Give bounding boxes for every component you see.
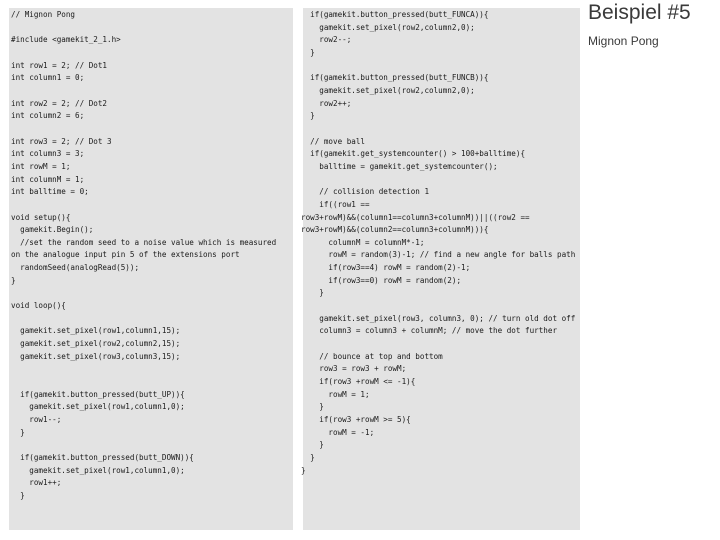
code-line: } (301, 402, 324, 412)
code-line: // collision detection 1 (301, 187, 430, 197)
code-line: int row1 = 2; // Dot1 (11, 60, 108, 70)
code-line: if(gamekit.button_pressed(butt_UP)){ (11, 389, 185, 399)
code-line: } (11, 275, 16, 285)
code-line: int balltime = 0; (11, 187, 89, 197)
code-line: if(row3 +rowM >= 5){ (301, 415, 411, 424)
code-line: row2++; (301, 98, 352, 108)
code-line: } (301, 47, 315, 57)
code-line: row3+rowM)&&(column1==column3+columnM))||((row2 == (301, 212, 530, 222)
code-line: } (11, 490, 25, 500)
code-line: if(row3 +rowM <= -1){ (301, 377, 416, 387)
code-line: } (301, 440, 324, 450)
code-line: //set the random seed to a noise value which is measured (11, 237, 277, 247)
code-line: rowM = 1; (301, 389, 370, 399)
code-line: row1--; (11, 415, 62, 424)
code-line: randomSeed(analogRead(5)); (11, 263, 140, 273)
code-line: gamekit.set_pixel(row3,column3,15); (11, 351, 181, 361)
slide-title: Beispiel #5 (588, 1, 691, 24)
code-line: on the analogue input pin 5 of the extensions port (11, 250, 240, 260)
code-line: row3+rowM)&&(column2==column3+columnM))){ (301, 225, 489, 235)
code-line: int row3 = 2; // Dot 3 (11, 136, 112, 146)
code-line: } (301, 465, 306, 475)
code-line: row3 = row3 + rowM; (301, 364, 407, 374)
code-line: column3 = column3 + columnM; // move the dot further (301, 326, 558, 336)
code-line: gamekit.set_pixel(row2,column2,15); (11, 339, 181, 349)
code-line: if(gamekit.button_pressed(butt_FUNCB)){ (301, 73, 489, 83)
code-line: if((row1 == (301, 199, 370, 209)
code-line: gamekit.Begin(); (11, 225, 94, 235)
code-line: gamekit.set_pixel(row3, column3, 0); // turn old dot off (301, 313, 576, 323)
code-line: } (11, 427, 25, 437)
code-line: gamekit.set_pixel(row1,column1,15); (11, 326, 181, 336)
code-line: // bounce at top and bottom (301, 351, 443, 361)
code-line: if(gamekit.get_systemcounter() > 100+balltime){ (301, 149, 526, 159)
code-line: if(gamekit.button_pressed(butt_FUNCA)){ (301, 10, 489, 19)
code-line: columnM = columnM*-1; (301, 237, 425, 247)
code-line: int column1 = 0; (11, 73, 85, 83)
code-line: row2--; (301, 35, 352, 45)
code-line: void setup(){ (11, 212, 71, 222)
code-line: if(gamekit.button_pressed(butt_DOWN)){ (11, 452, 194, 462)
code-line: int column2 = 6; (11, 111, 85, 121)
code-line: } (301, 111, 315, 121)
code-line: row1++; (11, 478, 62, 488)
code-line: // move ball (301, 136, 366, 146)
code-line: void loop(){ (11, 301, 66, 311)
code-line: gamekit.set_pixel(row2,column2,0); (301, 85, 475, 95)
slide-subtitle: Mignon Pong (588, 34, 659, 48)
code-line: int rowM = 1; (11, 161, 71, 171)
code-line: } (301, 452, 315, 462)
code-line: rowM = -1; (301, 427, 375, 437)
code-line: gamekit.set_pixel(row1,column1,0); (11, 465, 185, 475)
code-line: int columnM = 1; (11, 174, 85, 184)
code-line: // Mignon Pong (11, 10, 76, 19)
code-line: if(row3==0) rowM = random(2); (301, 275, 462, 285)
code-line: gamekit.set_pixel(row2,column2,0); (301, 22, 475, 32)
code-line: int row2 = 2; // Dot2 (11, 98, 108, 108)
code-block-left (11, 9, 276, 503)
code-line: balltime = gamekit.get_systemcounter(); (301, 161, 498, 171)
code-line: rowM = random(3)-1; // find a new angle for balls path (301, 250, 576, 260)
code-line: #include <gamekit_2_1.h> (11, 35, 121, 45)
code-line: if(row3==4) rowM = random(2)-1; (301, 263, 471, 273)
code-block-right (301, 9, 575, 477)
code-line: gamekit.set_pixel(row1,column1,0); (11, 402, 185, 412)
code-line: int column3 = 3; (11, 149, 85, 159)
code-line: } (301, 288, 324, 298)
